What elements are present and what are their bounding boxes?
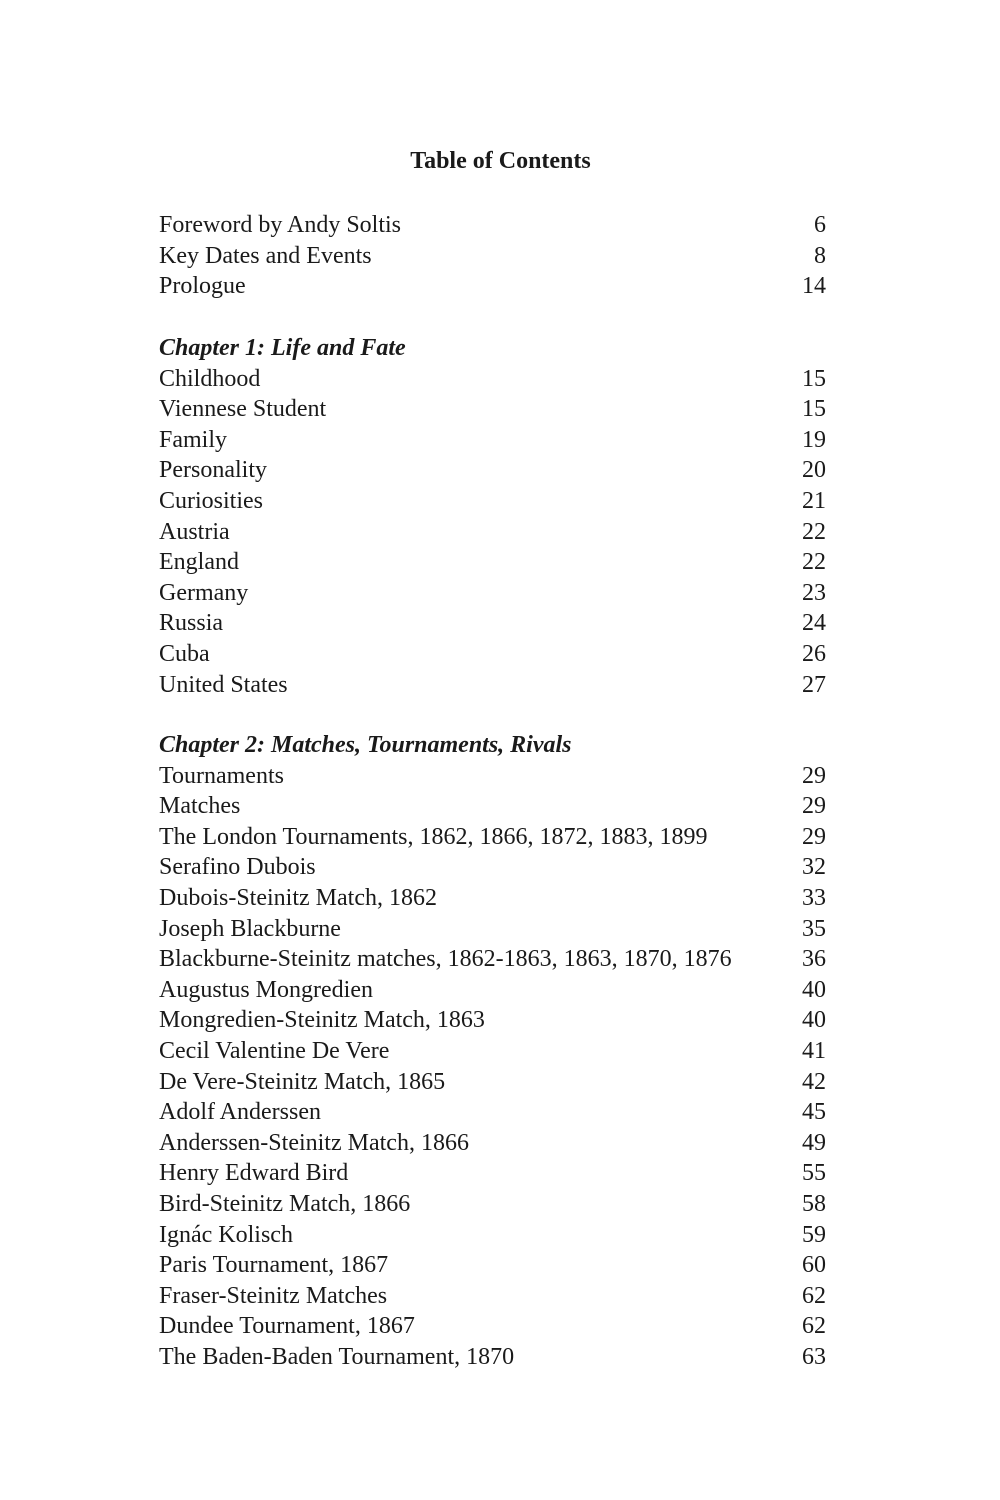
- toc-entry-label: The Baden-Baden Tournament, 1870: [159, 1343, 515, 1370]
- toc-entry[interactable]: [159, 1005, 826, 1036]
- toc-entry[interactable]: [159, 1036, 826, 1067]
- toc-entry-page-number: 62: [802, 1282, 826, 1309]
- toc-entry[interactable]: [159, 791, 826, 822]
- toc-entry-label: Henry Edward Bird: [159, 1160, 349, 1187]
- toc-entry-page-number: 33: [802, 884, 826, 911]
- toc-entry-page-number: 40: [802, 1007, 826, 1034]
- toc-entry-label: Mongredien-Steinitz Match, 1863: [159, 1007, 485, 1034]
- toc-entry-page-number: 15: [802, 396, 826, 423]
- toc-entry-page-number: 58: [802, 1190, 826, 1217]
- toc-entry[interactable]: [159, 1311, 826, 1342]
- toc-entry[interactable]: [159, 822, 826, 853]
- toc-entry-label: Dubois-Steinitz Match, 1862: [159, 884, 437, 911]
- toc-entry-label: Ignác Kolisch: [159, 1221, 293, 1248]
- toc-entry-page-number: 29: [802, 823, 826, 850]
- toc-entry[interactable]: [159, 547, 826, 578]
- toc-entry-page-number: 27: [802, 671, 826, 698]
- toc-entry-label: The London Tournaments, 1862, 1866, 1872, 1883, 1899: [159, 823, 708, 850]
- toc-entry-page-number: 62: [802, 1313, 826, 1340]
- toc-entry[interactable]: [159, 1067, 826, 1098]
- toc-entry-label: Blackburne-Steinitz matches, 1862-1863, 1863, 1870, 1876: [159, 946, 732, 973]
- toc-entry[interactable]: [159, 608, 826, 639]
- toc-entry-label: Foreword by Andy Soltis: [159, 212, 402, 238]
- toc-entry[interactable]: [159, 1250, 826, 1281]
- chapter-heading: Chapter 2: Matches, Tournaments, Rivals: [159, 732, 572, 758]
- toc-entry[interactable]: [159, 455, 826, 486]
- toc-entry-label: Matches: [159, 793, 241, 820]
- chapter-heading: Chapter 1: Life and Fate: [159, 335, 406, 361]
- toc-entry-label: Key Dates and Events: [159, 242, 372, 269]
- toc-entry[interactable]: [159, 364, 826, 395]
- toc-entry-page-number: 59: [802, 1221, 826, 1248]
- toc-entry-page-number: 45: [802, 1099, 826, 1126]
- toc-entry[interactable]: [159, 241, 826, 272]
- toc-entry-page-number: 36: [802, 946, 826, 973]
- toc-entry-label: Anderssen-Steinitz Match, 1866: [159, 1129, 469, 1156]
- toc-entry-label: United States: [159, 671, 288, 698]
- toc-entry-page-number: 22: [802, 549, 826, 576]
- toc-entry-label: De Vere-Steinitz Match, 1865: [159, 1068, 446, 1095]
- toc-entry[interactable]: [159, 1342, 826, 1373]
- toc-entry-page-number: 40: [802, 976, 826, 1003]
- toc-entry-page-number: 21: [802, 487, 826, 514]
- toc-entry[interactable]: [159, 639, 826, 670]
- toc-entry[interactable]: [159, 852, 826, 883]
- toc-entry[interactable]: [159, 578, 826, 609]
- toc-entry-label: Family: [159, 426, 228, 453]
- toc-entry-page-number: 63: [802, 1343, 826, 1370]
- chapter-2-section: [159, 730, 826, 1372]
- toc-entry-label: Austria: [159, 518, 230, 545]
- toc-entry-page-number: 20: [802, 457, 826, 484]
- toc-entry-page-number: 41: [802, 1037, 826, 1064]
- toc-entry[interactable]: [159, 670, 826, 701]
- toc-entry[interactable]: [159, 1158, 826, 1189]
- toc-entry[interactable]: [159, 761, 826, 792]
- front-matter-list: [159, 210, 826, 302]
- toc-entry-page-number: 60: [802, 1252, 826, 1279]
- toc-entry-label: Cuba: [159, 640, 210, 667]
- toc-entry-page-number: 23: [802, 579, 826, 606]
- toc-entry[interactable]: [159, 1220, 826, 1251]
- chapter-1-section: [159, 333, 826, 700]
- toc-entry[interactable]: [159, 883, 826, 914]
- toc-entry[interactable]: [159, 1097, 826, 1128]
- toc-entry-page-number: 14: [802, 273, 826, 300]
- toc-entry-page-number: 15: [802, 365, 826, 392]
- toc-entry-label: Childhood: [159, 365, 261, 392]
- toc-entry[interactable]: [159, 1128, 826, 1159]
- toc-entry-label: Paris Tournament, 1867: [159, 1252, 389, 1279]
- toc-entry-page-number: 22: [802, 518, 826, 545]
- toc-entry-page-number: 35: [802, 915, 826, 942]
- toc-entry[interactable]: [159, 1281, 826, 1312]
- toc-entry[interactable]: [159, 944, 826, 975]
- toc-entry-page-number: 8: [814, 242, 826, 269]
- toc-entry-label: Adolf Anderssen: [159, 1099, 321, 1126]
- toc-entry-label: Curiosities: [159, 487, 264, 514]
- toc-entry-label: Dundee Tournament, 1867: [159, 1313, 415, 1340]
- toc-entry-label: Viennese Student: [159, 396, 327, 423]
- toc-entry-label: England: [159, 549, 239, 576]
- toc-entry-label: Tournaments: [159, 762, 284, 789]
- toc-entry-page-number: 29: [802, 762, 826, 789]
- toc-entry-page-number: 55: [802, 1160, 826, 1187]
- toc-entry-label: Cecil Valentine De Vere: [159, 1037, 390, 1064]
- toc-entry-page-number: 29: [802, 793, 826, 820]
- toc-entry-label: Serafino Dubois: [159, 854, 316, 881]
- toc-entry[interactable]: [159, 1189, 826, 1220]
- toc-entry[interactable]: [159, 517, 826, 548]
- toc-entry[interactable]: [159, 425, 826, 456]
- toc-entry-label: Prologue: [159, 273, 246, 300]
- toc-entry-page-number: 49: [802, 1129, 826, 1156]
- toc-entry[interactable]: [159, 271, 826, 302]
- toc-entry-label: Bird-Steinitz Match, 1866: [159, 1190, 411, 1217]
- toc-entry-label: Russia: [159, 610, 224, 637]
- toc-entry-page-number: 42: [802, 1068, 826, 1095]
- toc-entry-label: Augustus Mongredien: [159, 976, 373, 1003]
- toc-entry[interactable]: [159, 394, 826, 425]
- toc-entry[interactable]: [159, 210, 826, 241]
- toc-entry-page-number: 26: [802, 640, 826, 667]
- toc-entry[interactable]: [159, 486, 826, 517]
- toc-entry-page-number: 32: [802, 854, 826, 881]
- toc-entry-label: Fraser-Steinitz Matches: [159, 1282, 388, 1309]
- toc-entry-label: Germany: [159, 579, 249, 606]
- toc-entry-page-number: 6: [814, 212, 826, 238]
- toc-entry-page-number: 19: [802, 426, 826, 453]
- toc-entry[interactable]: [159, 914, 826, 945]
- page-title: Table of Contents: [410, 148, 591, 174]
- toc-entry-label: Joseph Blackburne: [159, 915, 341, 942]
- toc-entry-page-number: 24: [802, 610, 826, 637]
- toc-entry-label: Personality: [159, 457, 267, 484]
- toc-entry[interactable]: [159, 975, 826, 1006]
